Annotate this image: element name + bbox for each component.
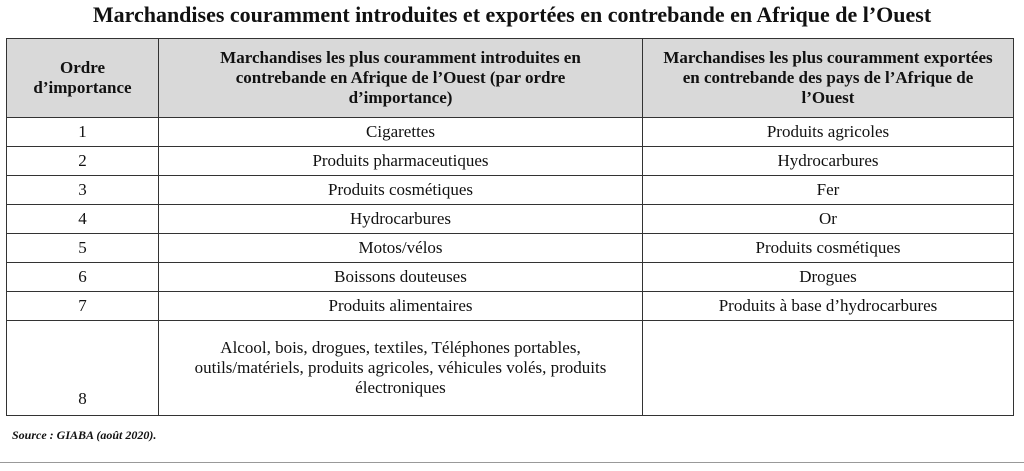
cell-rank: 3	[7, 176, 159, 205]
cell-imported: Produits alimentaires	[159, 292, 643, 321]
cell-imported: Produits pharmaceutiques	[159, 147, 643, 176]
cell-rank: 1	[7, 118, 159, 147]
cell-exported: Produits à base d’hydrocarbures	[643, 292, 1014, 321]
cell-imported: Boissons douteuses	[159, 263, 643, 292]
cell-rank: 6	[7, 263, 159, 292]
table-row	[7, 147, 1014, 176]
table-header-row	[7, 39, 1014, 118]
cell-exported: Drogues	[643, 263, 1014, 292]
table-row	[7, 263, 1014, 292]
cell-imported: Alcool, bois, drogues, textiles, Téléphones portables, outils/matériels, produits agricoles, véhicules volés, produits électroniques	[159, 321, 643, 416]
header-exported: Marchandises les plus couramment exportées en contrebande des pays de l’Afrique de l’Ouest	[643, 39, 1014, 118]
table-row	[7, 292, 1014, 321]
cell-exported: Hydrocarbures	[643, 147, 1014, 176]
table-row	[7, 118, 1014, 147]
cell-imported: Cigarettes	[159, 118, 643, 147]
cell-exported: Fer	[643, 176, 1014, 205]
table-row	[7, 234, 1014, 263]
table-row	[7, 176, 1014, 205]
contraband-goods-table	[6, 38, 1014, 416]
table-row	[7, 321, 1014, 416]
page-title: Marchandises couramment introduites et exportées en contrebande en Afrique de l’Ouest	[92, 2, 932, 27]
cell-exported: Or	[643, 205, 1014, 234]
cell-rank: 4	[7, 205, 159, 234]
header-imported: Marchandises les plus couramment introduites en contrebande en Afrique de l’Ouest (par ordre d’importance)	[159, 39, 643, 118]
table-row	[7, 205, 1014, 234]
divider	[0, 462, 1024, 463]
cell-exported: Produits agricoles	[643, 118, 1014, 147]
cell-imported: Hydrocarbures	[159, 205, 643, 234]
cell-rank: 8	[7, 321, 159, 416]
header-rank: Ordre d’importance	[7, 39, 159, 118]
cell-rank: 7	[7, 292, 159, 321]
source-note: Source : GIABA (août 2020).	[12, 428, 157, 442]
cell-rank: 5	[7, 234, 159, 263]
cell-imported: Produits cosmétiques	[159, 176, 643, 205]
cell-rank: 2	[7, 147, 159, 176]
cell-exported	[643, 321, 1014, 416]
cell-exported: Produits cosmétiques	[643, 234, 1014, 263]
cell-imported: Motos/vélos	[159, 234, 643, 263]
